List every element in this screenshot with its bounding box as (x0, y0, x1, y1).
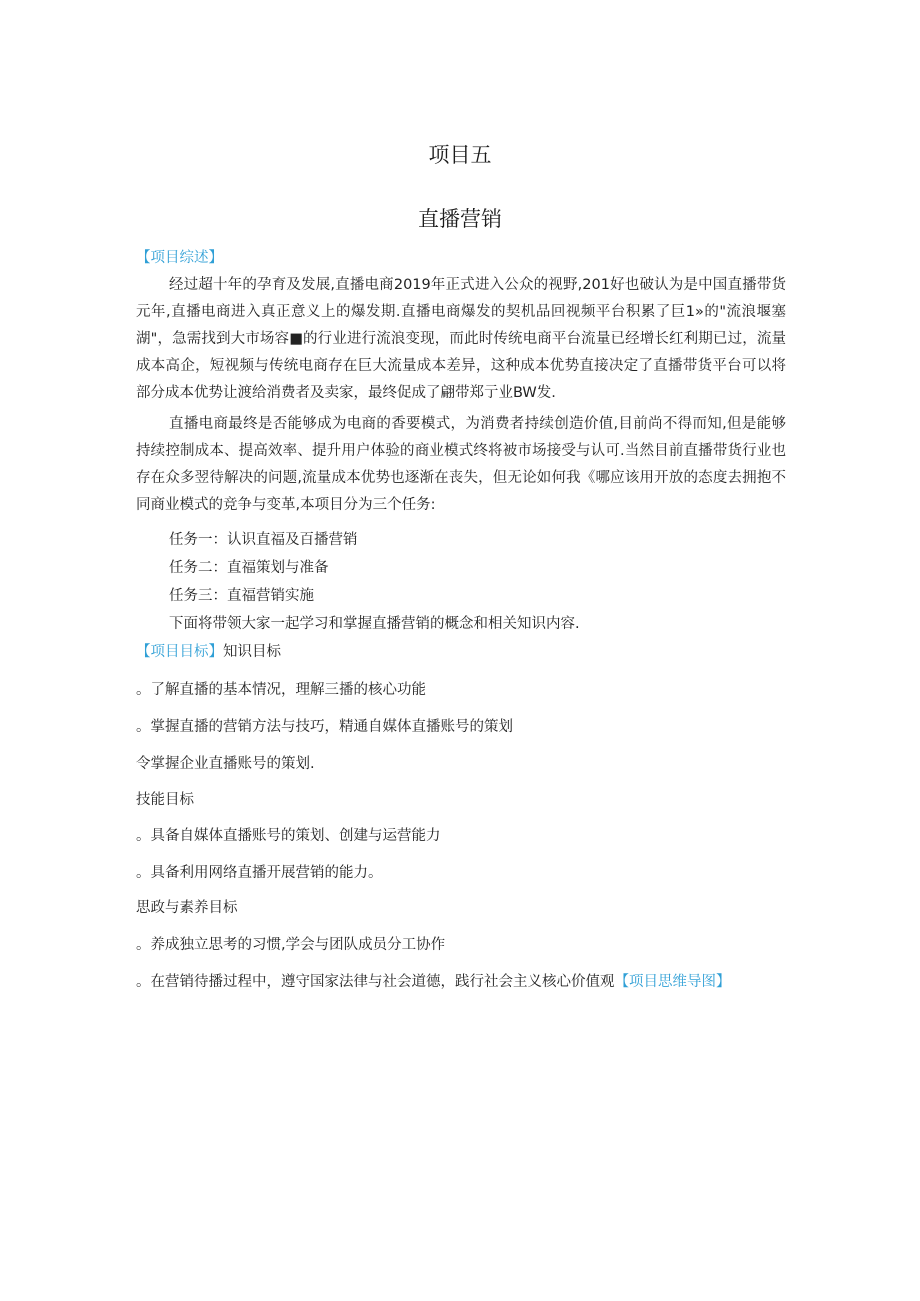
mindmap-tag: 【项目思维导图】 (614, 974, 731, 990)
skill-heading: 技能目标 (136, 792, 194, 808)
quality-heading: 思政与素养目标 (136, 900, 238, 916)
quality-item-2: 。在营销待播过程中，遵守国家法律与社会道德，践行社会主义核心价值观 (136, 974, 615, 990)
goal-heading (136, 640, 281, 661)
project-subtitle: 直播营销 (418, 207, 502, 231)
skill-item-1: 。具备自媒体直播账号的策划、创建与运营能力 (136, 828, 441, 844)
knowledge-heading: 知识目标 (223, 644, 281, 660)
overview-tag: 【项目综述】 (136, 250, 223, 266)
knowledge-item-1: 。了解直播的基本情况，理解三播的核心功能 (136, 682, 426, 698)
goal-tag: 【项目目标】 (136, 644, 223, 660)
task-item-2: 任务二：直福策划与准备 (169, 560, 329, 576)
task-item-1: 任务一：认识直福及百播营销 (169, 532, 358, 548)
skill-item-2: 。具备利用网络直播开展营销的能力。 (136, 865, 383, 881)
intro-line: 下面将带领大家一起学习和掌握直播营销的概念和相关知识内容. (169, 616, 580, 632)
quality-item-2-row (136, 970, 731, 991)
overview-paragraph-2: 直播电商最终是否能够成为电商的香要模式，为消费者持续创造价值,目前尚不得而知,但是能够持续控制成本、提高效率、提升用户体验的商业模式终将被市场接受与认可.当然目前直播带货行业也存在众多翌待解决的问题,流量成本优势也逐渐在丧失，但无论如何我《哪应该用开放的态度去拥抱不同商业模式的竞争与变革,本项目分为三个任务: (136, 416, 786, 513)
overview-paragraph-1: 经过超十年的孕育及发展,直播电商2019年正式进入公众的视野,201好也破认为是中国直播带货元年,直播电商进入真正意义上的爆发期.直播电商爆发的契机品回视频平台积累了巨1»的"流浪堰塞湖"，急需找到大市场容■的行业进行流浪变现，而此时传统电商平台流量已经增长红利期已过，流量成本高企，短视频与传统电商存在巨大流量成本差异，这种成本优势直接决定了直播带货平台可以将部分成本优势让渡给消费者及卖家，最终促成了翩带郑亍业BW发. (136, 277, 786, 401)
project-title: 项目五 (428, 143, 492, 167)
overview-heading (136, 246, 223, 267)
knowledge-item-3: 令掌握企业直播账号的策划. (136, 756, 315, 772)
task-item-3: 任务三：直福营销实施 (169, 588, 314, 604)
knowledge-item-2: 。掌握直播的营销方法与技巧，精通自媒体直播账号的策划 (136, 719, 513, 735)
quality-item-1: 。养成独立思考的习惯,学会与团队成员分工协作 (136, 937, 446, 953)
